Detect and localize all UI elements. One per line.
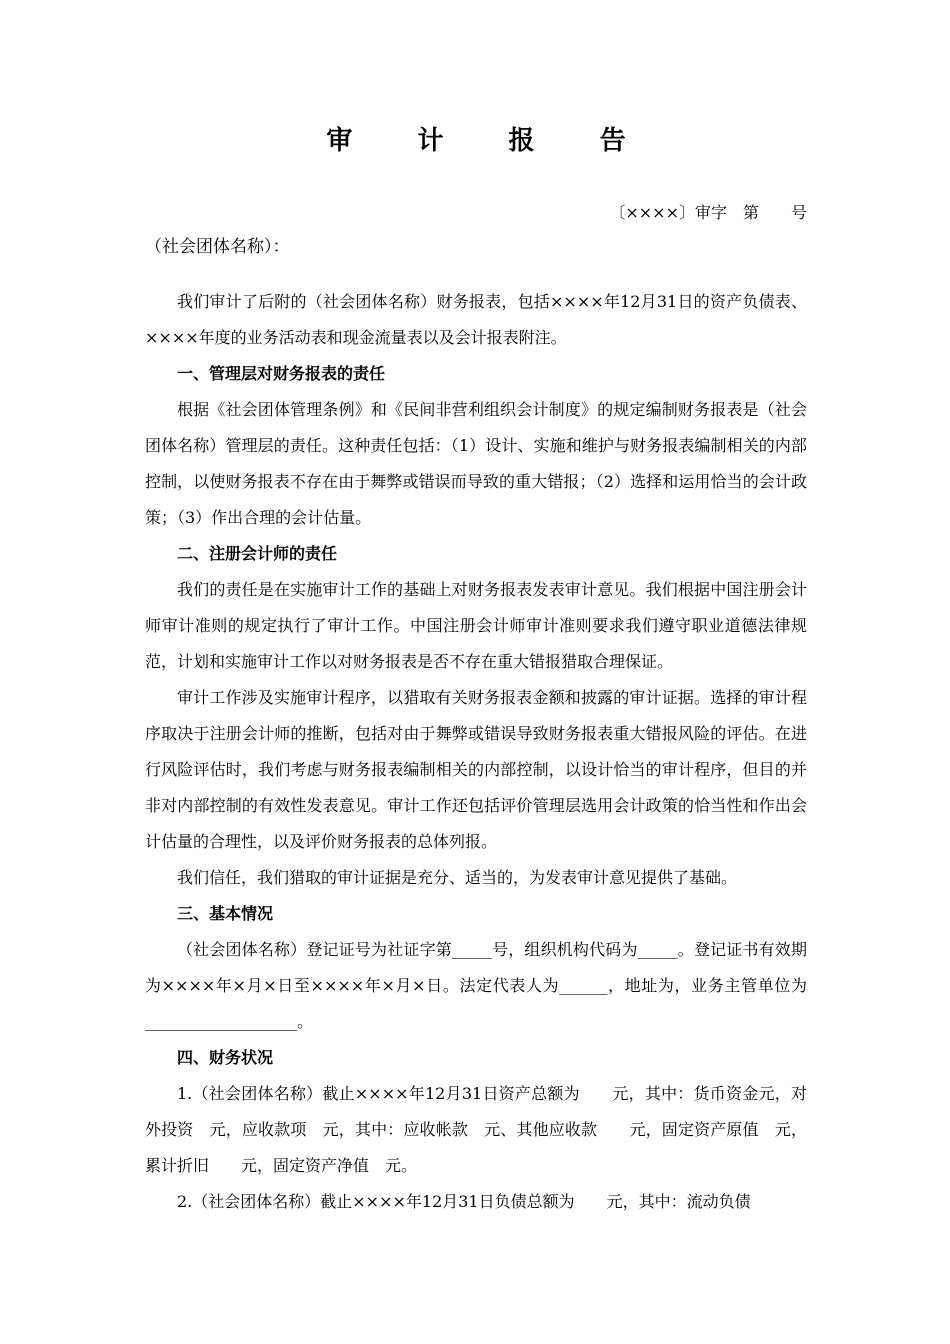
intro-paragraph: 我们审计了后附的（社会团体名称）财务报表，包括××××年12月31日的资产负债表、××××年度的业务活动表和现金流量表以及会计报表附注。 <box>145 292 807 347</box>
reference-number: 〔××××〕审字 第 号 <box>609 203 807 222</box>
paragraph-auditor-responsibility: 我们的责任是在实施审计工作的基础上对财务报表发表审计意见。我们根据中国注册会计师审计准则的规定执行了审计工作。中国注册会计师审计准则要求我们遵守职业道德法律规范，计划和实施审计工作以对财务报表是否不存在重大错报猎取合理保证。 <box>145 580 807 671</box>
section-heading-basic-info: 三、基本情况 <box>177 904 274 923</box>
paragraph-liabilities: 2.（社会团体名称）截止××××年12月31日负债总额为 元，其中：流动负债 <box>177 1192 751 1211</box>
addressee: （社会团体名称）： <box>145 237 290 257</box>
section-heading-management: 一、管理层对财务报表的责任 <box>177 364 386 383</box>
paragraph-audit-procedures: 审计工作涉及实施审计程序，以猎取有关财务报表金额和披露的审计证据。选择的审计程序取决于注册会计师的推断，包括对由于舞弊或错误导致财务报表重大错报风险的评估。在进行风险评估时，我们考虑与财务报表编制相关的内部控制，以设计恰当的审计程序，但目的并非对内部控制的有效性发表意见。审计工作还包括评价管理层选用会计政策的恰当性和作出会计估量的合理性，以及评价财务报表的总体列报。 <box>145 688 807 851</box>
paragraph-assets: 1.（社会团体名称）截止××××年12月31日资产总额为 元，其中：货币资金元，对外投资 元，应收款项 元，其中：应收帐款 元、其他应收款 元，固定资产原值 元，累计折旧 元，固定资产净值 元。 <box>145 1084 807 1175</box>
paragraph-basic-info: （社会团体名称）登记证号为社证字第_____号，组织机构代码为_____。登记证书有效期为××××年×月×日至××××年×月×日。法定代表人为______，地址为，业务主管单位为___________________。 <box>145 940 807 1031</box>
paragraph-management-responsibility: 根据《社会团体管理条例》和《民间非营利组织会计制度》的规定编制财务报表是（社会团体名称）管理层的责任。这种责任包括：（1）设计、实施和维护与财务报表编制相关的内部控制，以使财务报表不存在由于舞弊或错误而导致的重大错报；（2）选择和运用恰当的会计政策；（3）作出合理的会计估量。 <box>145 400 807 527</box>
section-heading-auditor: 二、注册会计师的责任 <box>177 544 338 563</box>
paragraph-audit-evidence: 我们信任，我们猎取的审计证据是充分、适当的，为发表审计意见提供了基础。 <box>177 868 738 887</box>
section-heading-financial-status: 四、财务状况 <box>177 1048 274 1067</box>
page-title: 审 计 报 告 <box>326 126 654 156</box>
report-body <box>145 284 807 1220</box>
